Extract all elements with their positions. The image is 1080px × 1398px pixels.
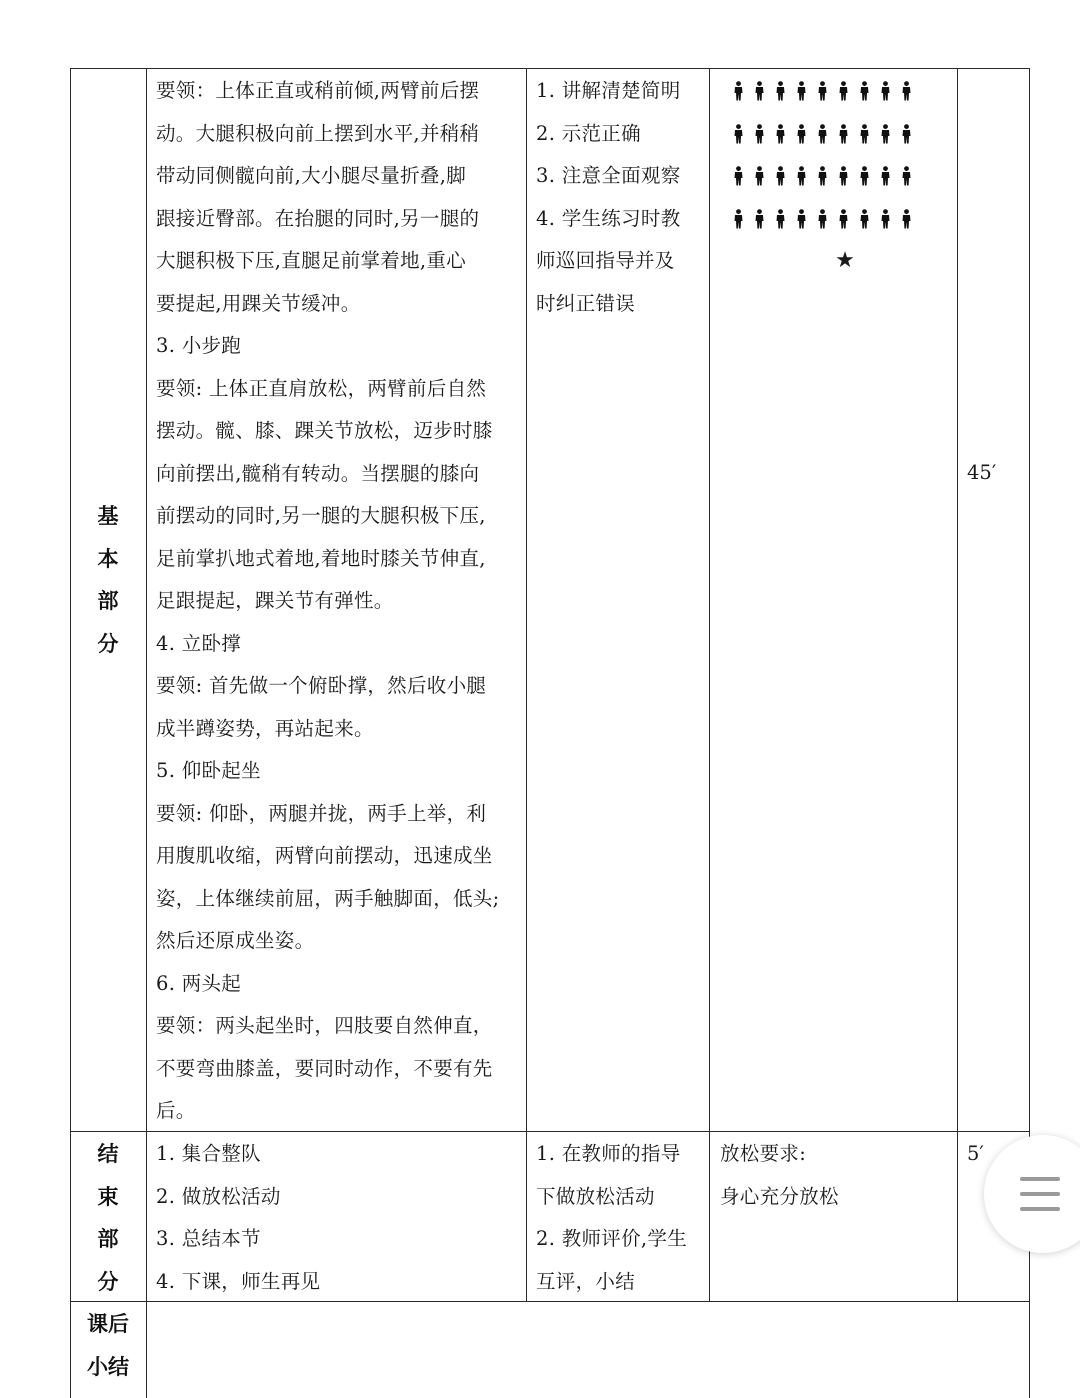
student-person-icon: [816, 124, 829, 144]
basic-label-char: 本: [97, 546, 119, 571]
student-person-icon: [858, 209, 871, 229]
student-person-icon: [795, 124, 808, 144]
content-line: 动。大腿积极向前上摆到水平,并稍稍: [156, 121, 480, 145]
end-label-char: 部: [97, 1227, 119, 1251]
content-line: 要领: 首先做一个俯卧撑，然后收小腿: [156, 674, 487, 697]
student-person-icon: [795, 209, 808, 229]
content-line: 足跟提起，踝关节有弹性。: [156, 589, 394, 612]
end-org-cell: [720, 1133, 955, 1218]
student-person-icon: [837, 124, 850, 144]
student-person-icon: [732, 124, 745, 144]
content-line: 摆动。髋、膝、踝关节放松，迈步时膝: [156, 419, 493, 442]
content-line: 大腿积极下压,直腿足前掌着地,重心: [156, 249, 466, 272]
basic-formation-cell: [720, 70, 955, 283]
student-formation-diagram: [720, 70, 955, 240]
after-class-summary-cell[interactable]: [147, 1302, 1029, 1398]
student-person-icon: [900, 166, 913, 186]
table-top-border: [70, 68, 1030, 69]
end-content-lines: [156, 1133, 526, 1303]
formation-row: [720, 155, 955, 198]
content-line: 姿，上体继续前屈，两手触脚面，低头;: [156, 886, 500, 910]
col-divider-1: [146, 68, 147, 1398]
basic-method-cell: [536, 70, 710, 325]
method-line: 4. 学生练习时教: [536, 206, 681, 230]
method-line: 2. 示范正确: [536, 121, 641, 145]
student-person-icon: [837, 81, 850, 101]
content-line: 2. 做放松活动: [156, 1184, 281, 1208]
student-person-icon: [753, 209, 766, 229]
content-line: 要提起,用踝关节缓冲。: [156, 291, 361, 315]
content-line: 成半蹲姿势，再站起来。: [156, 716, 374, 740]
teacher-position-star-icon: ★: [835, 248, 855, 273]
content-line: 跟接近臀部。在抬腿的同时,另一腿的: [156, 206, 480, 230]
content-line: 不要弯曲膝盖，要同时动作，不要有先: [156, 1056, 493, 1080]
student-person-icon: [900, 124, 913, 144]
org-line: 身心充分放松: [720, 1184, 839, 1208]
basic-content-lines: [156, 70, 526, 1133]
after-class-label-line: 课后: [87, 1312, 129, 1336]
end-time-value: 5′: [967, 1142, 984, 1165]
formation-row: [720, 198, 955, 241]
student-person-icon: [774, 81, 787, 101]
method-line: 1. 讲解清楚简明: [536, 79, 681, 102]
student-person-icon: [816, 166, 829, 186]
method-line: 1. 在教师的指导: [536, 1142, 681, 1165]
content-line: 足前掌扒地式着地,着地时膝关节伸直,: [156, 546, 486, 570]
student-person-icon: [879, 124, 892, 144]
end-label-char: 束: [97, 1184, 119, 1209]
end-label-char: 分: [97, 1269, 119, 1294]
student-person-icon: [753, 166, 766, 186]
content-line: 4. 立卧撑: [156, 631, 242, 655]
content-line: 后。: [156, 1099, 196, 1122]
end-method-cell: [536, 1133, 710, 1303]
student-person-icon: [858, 81, 871, 101]
content-line: 然后还原成坐姿。: [156, 929, 315, 952]
end-org-lines: [720, 1133, 955, 1218]
end-content-cell: [156, 1133, 526, 1303]
basic-label-char: 分: [97, 631, 119, 656]
content-line: 3. 小步跑: [156, 334, 242, 357]
content-line: 1. 集合整队: [156, 1142, 261, 1165]
basic-label-char: 部: [97, 589, 119, 613]
student-person-icon: [879, 209, 892, 229]
method-line: 时纠正错误: [536, 291, 636, 315]
content-line: 向前摆出,髋稍有转动。当摆腿的膝向: [156, 461, 480, 485]
basic-content-cell: [156, 70, 526, 1133]
method-line: 互评，小结: [536, 1269, 636, 1293]
method-line: 师巡回指导并及: [536, 249, 675, 272]
student-person-icon: [879, 166, 892, 186]
method-line: 2. 教师评价,学生: [536, 1227, 688, 1250]
content-line: 5. 仰卧起坐: [156, 759, 261, 782]
basic-label-char: 基: [97, 504, 119, 528]
basic-time-cell: [967, 452, 1027, 495]
end-label-char: 结: [97, 1142, 119, 1166]
content-line: 要领: 上体正直肩放松，两臂前后自然: [156, 376, 487, 400]
student-person-icon: [816, 81, 829, 101]
content-line: 要领：上体正直或稍前倾,两臂前后摆: [156, 79, 480, 102]
student-person-icon: [732, 209, 745, 229]
student-person-icon: [774, 124, 787, 144]
basic-method-lines: [536, 70, 710, 325]
content-line: 要领：两头起坐时，四肢要自然伸直，: [156, 1014, 493, 1037]
student-person-icon: [816, 209, 829, 229]
col-divider-2: [526, 68, 527, 1301]
student-person-icon: [900, 209, 913, 229]
after-class-label-line: 小结: [87, 1354, 129, 1379]
content-line: 要领: 仰卧，两腿并拢，两手上举，利: [156, 801, 487, 825]
student-person-icon: [795, 81, 808, 101]
content-line: 6. 两头起: [156, 971, 242, 995]
org-line: 放松要求:: [720, 1142, 807, 1165]
content-line: 用腹肌收缩，两臂向前摆动，迅速成坐: [156, 844, 493, 867]
student-person-icon: [900, 81, 913, 101]
student-person-icon: [774, 209, 787, 229]
hamburger-menu-icon: [1020, 1177, 1060, 1181]
basic-time-value: 45′: [967, 461, 997, 484]
student-person-icon: [732, 166, 745, 186]
content-line: 带动同侧髋向前,大小腿尽量折叠,脚: [156, 164, 466, 187]
formation-row: [720, 113, 955, 156]
content-line: 前摆动的同时,另一腿的大腿积极下压,: [156, 504, 486, 527]
method-line: 下做放松活动: [536, 1184, 655, 1208]
formation-row: [720, 70, 955, 113]
student-person-icon: [837, 209, 850, 229]
student-person-icon: [837, 166, 850, 186]
content-line: 3. 总结本节: [156, 1227, 261, 1250]
student-person-icon: [879, 81, 892, 101]
after-class-label: [70, 1303, 146, 1388]
hamburger-menu-icon: [1020, 1192, 1060, 1196]
basic-section-label: [70, 495, 146, 665]
student-person-icon: [753, 81, 766, 101]
student-person-icon: [858, 124, 871, 144]
student-person-icon: [753, 124, 766, 144]
lesson-plan-table: [70, 68, 1030, 1398]
student-person-icon: [858, 166, 871, 186]
student-person-icon: [732, 81, 745, 101]
hamburger-menu-icon: [1020, 1207, 1060, 1211]
student-person-icon: [795, 166, 808, 186]
end-section-label: [70, 1133, 146, 1303]
end-method-lines: [536, 1133, 710, 1303]
method-line: 3. 注意全面观察: [536, 164, 681, 187]
content-line: 4. 下课，师生再见: [156, 1269, 321, 1293]
student-person-icon: [774, 166, 787, 186]
